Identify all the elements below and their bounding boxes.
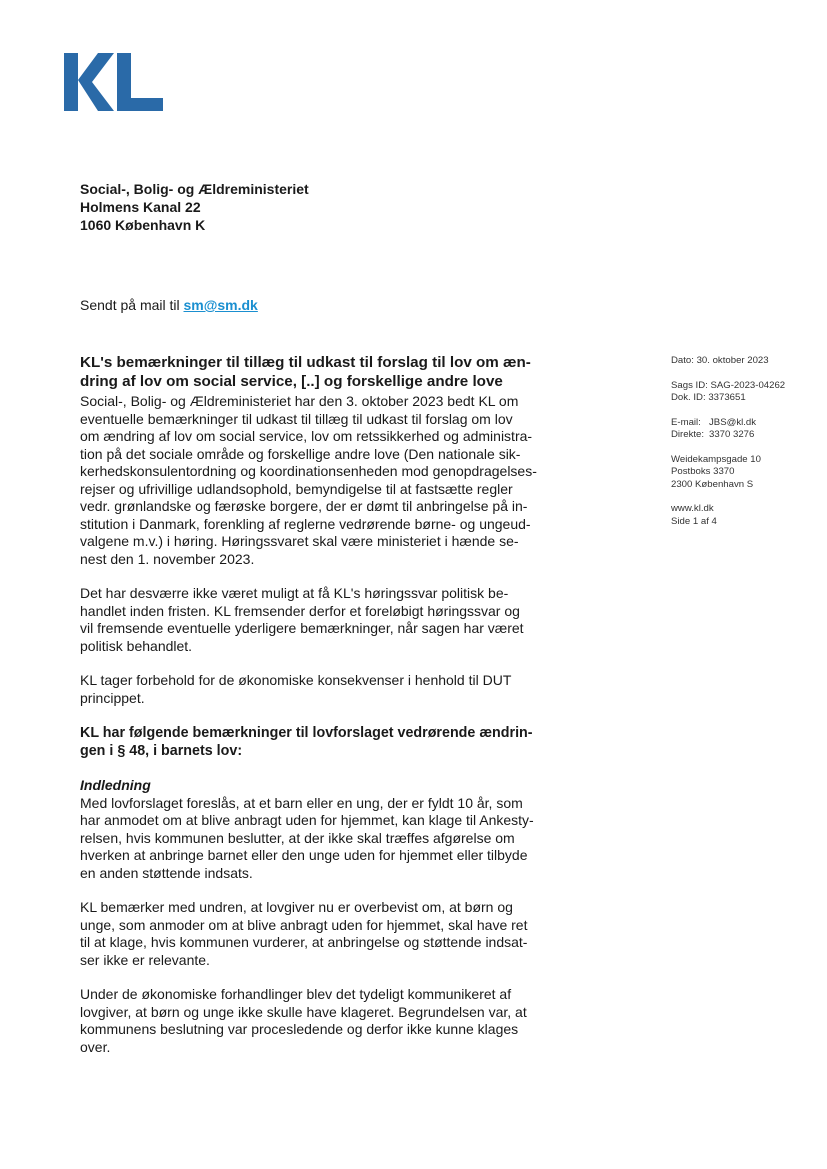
address-line: Postboks 3370 bbox=[671, 466, 735, 477]
recipient-address bbox=[80, 180, 309, 234]
kl-logo bbox=[62, 50, 164, 114]
email-link[interactable]: sm@sm.dk bbox=[183, 297, 258, 313]
sidebar-metadata bbox=[671, 355, 785, 528]
paragraph-3: KL tager forbehold for de økonomiske konsekvenser i henhold til DUT princippet. bbox=[80, 672, 512, 706]
section-title: Indledning bbox=[80, 777, 151, 793]
paragraph-1: Social-, Bolig- og Ældreministeriet har den 3. oktober 2023 bedt KL om eventuelle bemærkninger til udkast til tillæg til udkast til forslag om lov om ændring af lov om social service, lov om retssikkerhed og administra- tion på det sociale område og forskellige andre love (Den nationale sik- kerhedskonsulentordning og koordinationsenheden mod genopdragelses- rejser og ufrivillige udlandsophold, bemyndigelse til at fastsætte regler vedr. grønlandske og færøske borgere, der er dømt til anbringelse på in- stitution i Danmark, forenkling af reglerne vedrørende børne- og ungeud- valgene m.v.) i høring. Høringssvaret skal være ministeriet i hænde se- nest den 1. november 2023. bbox=[80, 393, 537, 567]
paragraph-5: KL bemærker med undren, at lovgiver nu er overbevist om, at børn og unge, som anmoder om at blive anbragt uden for hjemmet, skal have ret til at klage, hvis kommunen vurderer, at anbringelse og støttende indsat- ser ikke er relevante. bbox=[80, 899, 528, 968]
recipient-line: Holmens Kanal 22 bbox=[80, 199, 201, 215]
paragraph-4: Indledning Med lovforslaget foreslås, at et barn eller en ung, der er fyldt 10 år, som har anmodet om at blive anbragt uden for hjemmet, kan klage til Ankesty- relsen, hvis kommunen beslutter, at der ikke skal træffes afgørelse om hverken at anbringe barnet eller den unge uden for hjemmet eller tilbyde en anden støttende indsats. bbox=[80, 777, 555, 882]
doc-id: Dok. ID: 3373651 bbox=[671, 392, 746, 403]
page-number: Side 1 af 4 bbox=[671, 515, 717, 527]
paragraph-6: Under de økonomiske forhandlinger blev det tydeligt kommunikeret af lovgiver, at børn og unge ikke skulle have klageret. Begrundelsen var, at kommunens beslutning var procesledende og derfor ikke kunne klages over. bbox=[80, 986, 527, 1055]
date: Dato: 30. oktober 2023 bbox=[671, 355, 769, 366]
contact-email: E-mail: JBS@kl.dk bbox=[671, 416, 757, 428]
website[interactable]: www.kl.dk bbox=[671, 503, 714, 514]
sent-by-mail bbox=[80, 297, 258, 313]
address-line: 2300 København S bbox=[671, 478, 754, 490]
title-line: dring af lov om social service, [..] og forskellige andre love bbox=[80, 373, 503, 390]
sent-prefix: Sendt på mail til bbox=[80, 297, 184, 313]
letter-title bbox=[80, 353, 555, 391]
recipient-line: Social-, Bolig- og Ældreministeriet bbox=[80, 181, 309, 197]
contact-email-value[interactable]: JBS@kl.dk bbox=[709, 416, 757, 428]
recipient-line: 1060 København K bbox=[80, 217, 206, 233]
title-line: KL's bemærkninger til tillæg til udkast til forslag til lov om æn- bbox=[80, 354, 531, 371]
section-subheading: KL har følgende bemærkninger til lovforslaget vedrørende ændrin- gen i § 48, i barnets lov: bbox=[80, 725, 533, 759]
letter-body bbox=[80, 353, 555, 1056]
address-line: Weidekampsgade 10 bbox=[671, 453, 761, 465]
contact-direct: Direkte: 3370 3276 bbox=[671, 429, 755, 440]
case-id: Sags ID: SAG-2023-04262 bbox=[671, 379, 786, 391]
paragraph-2: Det har desværre ikke været muligt at få KL's høringssvar politisk be- handlet inden fristen. KL fremsender derfor et foreløbigt høringssvar og vil fremsende eventuelle yderligere bemærkninger, når sagen har været politisk behandlet. bbox=[80, 585, 524, 654]
